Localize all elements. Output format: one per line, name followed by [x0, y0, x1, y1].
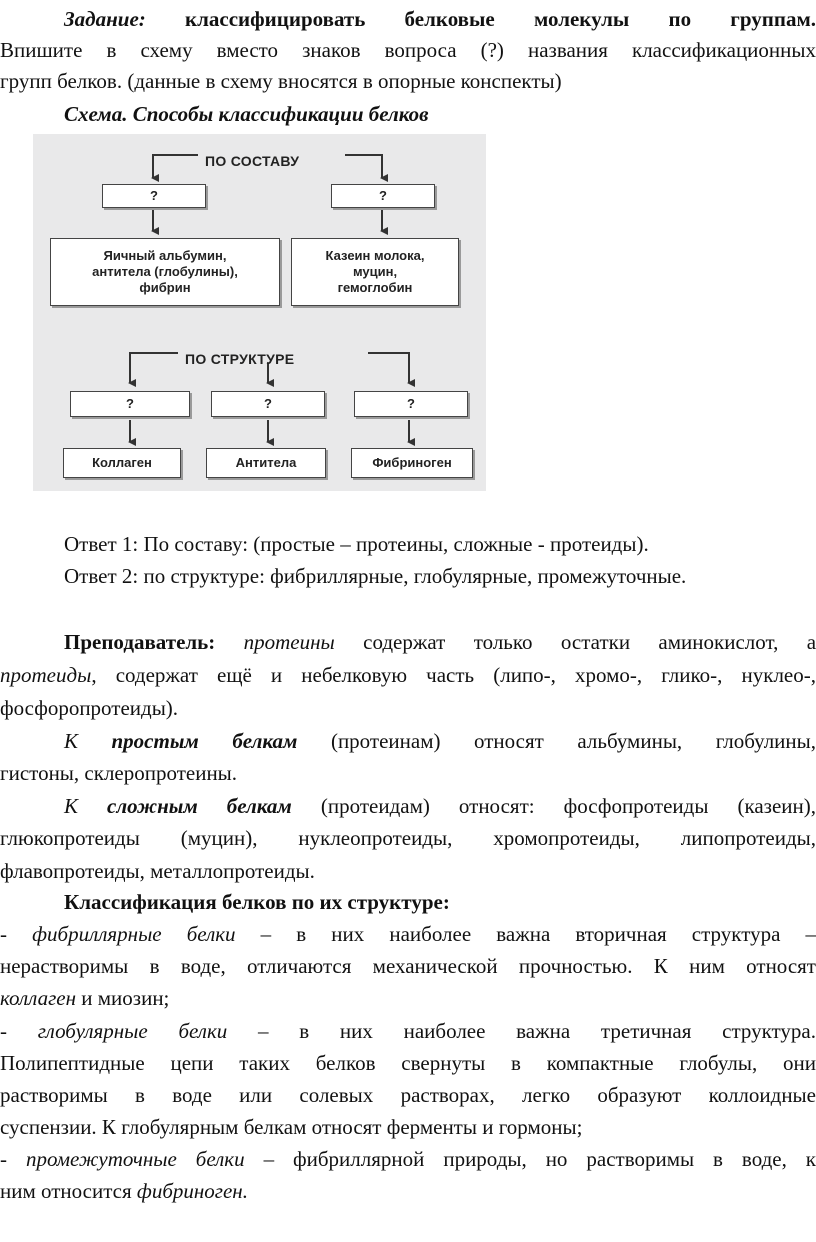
intermediate-line-2	[0, 1176, 816, 1207]
structure-question-box-3[interactable]: ?	[354, 391, 468, 417]
globular-line-4: суспензии. К глобулярным белкам относят ферменты и гормоны;	[0, 1115, 583, 1139]
globular-term: глобулярные белки	[37, 1019, 228, 1043]
intermediate-text: – фибриллярной природы, но растворимы в воде, к	[263, 1147, 816, 1171]
fibrillar-line-3	[0, 983, 816, 1014]
complex-line-3: флавопротеиды, металлопротеиды.	[0, 859, 315, 883]
teacher-line-3: фосфоропротеиды).	[0, 696, 179, 720]
simple-k: К	[64, 729, 78, 753]
task-line-2: Впишите в схему вместо знаков вопроса (?) названия классификационных	[0, 38, 816, 62]
example-line: Казеин молока,	[325, 248, 425, 263]
fibrillar-line-2: нерастворимы в воде, отличаются механической прочностью. К ним относят	[0, 954, 816, 978]
globular-line-1	[0, 1016, 816, 1047]
dash: -	[0, 1019, 7, 1043]
complex-text: (протеидам) относят: фосфопротеиды (казеин),	[320, 794, 816, 818]
simple-line-1	[0, 726, 816, 757]
teacher-label: Преподаватель:	[64, 630, 216, 654]
fibrillar-text: – в них наиболее важна вторичная структура –	[260, 922, 816, 946]
complex-line-1	[0, 791, 816, 822]
globular-line-3: растворимы в воде или солевых растворах, легко образуют коллоидные	[0, 1083, 816, 1107]
term-collagen: коллаген	[0, 986, 77, 1010]
dash: -	[0, 922, 7, 946]
task-line-1	[0, 4, 816, 35]
task-label: Задание:	[64, 7, 146, 31]
composition-question-box-2[interactable]: ?	[331, 184, 435, 208]
fibrillar-term: фибриллярные белки	[32, 922, 236, 946]
structure-question-box-2[interactable]: ?	[211, 391, 325, 417]
complex-proteins-examples	[291, 238, 459, 306]
answer-2: Ответ 2: по структуре: фибриллярные, глобулярные, промежуточные.	[64, 564, 687, 588]
simple-proteins-term: простым белкам	[111, 729, 298, 753]
teacher-text: , содержат ещё и небелковую часть (липо-, хромо-, глико-, нуклео-,	[91, 663, 816, 687]
teacher-text: содержат только остатки аминокислот, а	[363, 630, 816, 654]
composition-question-box-1[interactable]: ?	[102, 184, 206, 208]
example-line: муцин,	[352, 264, 398, 279]
complex-proteins-term: сложным белкам	[107, 794, 292, 818]
teacher-line-2	[0, 660, 816, 691]
structure-question-box-1[interactable]: ?	[70, 391, 190, 417]
example-line: Яичный альбумин,	[103, 248, 227, 263]
globular-text: – в них наиболее важна третичная структура.	[258, 1019, 816, 1043]
example-line: антитела (глобулины),	[92, 264, 238, 279]
complex-k: К	[64, 794, 78, 818]
simple-line-2: гистоны, склеропротеины.	[0, 761, 238, 785]
composition-title: ПО СОСТАВУ	[205, 153, 300, 169]
fibrillar-line-1	[0, 919, 816, 950]
example-collagen: Коллаген	[63, 448, 181, 478]
intermediate-term: промежуточные белки	[25, 1147, 245, 1171]
intermediate-text: ним относится	[0, 1179, 132, 1203]
example-line: гемоглобин	[337, 280, 413, 295]
teacher-line-1	[0, 627, 816, 658]
fibrillar-text: и миозин;	[81, 986, 170, 1010]
intermediate-line-1	[0, 1144, 816, 1175]
structure-heading: Классификация белков по их структуре:	[64, 890, 450, 914]
task-line-3: групп белков. (данные в схему вносятся в опорные конспекты)	[0, 69, 562, 93]
structure-title: ПО СТРУКТУРЕ	[185, 351, 295, 367]
term-proteids: протеиды	[0, 663, 92, 687]
answer-1: Ответ 1: По составу: (простые – протеины, сложные - протеиды).	[64, 532, 649, 556]
classification-diagram	[33, 134, 486, 491]
complex-line-2: глюкопротеиды (муцин), нуклеопротеиды, хромопротеиды, липопротеиды,	[0, 826, 816, 850]
term-proteins: протеины	[243, 630, 335, 654]
scheme-title: Схема. Способы классификации белков	[64, 102, 429, 126]
example-line: фибрин	[139, 280, 191, 295]
task-text: классифицировать белковые молекулы по группам.	[185, 7, 816, 31]
simple-proteins-examples	[50, 238, 280, 306]
example-fibrinogen: Фибриноген	[351, 448, 473, 478]
example-antibodies: Антитела	[206, 448, 326, 478]
simple-text: (протеинам) относят альбумины, глобулины,	[330, 729, 816, 753]
term-fibrinogen: фибриноген.	[136, 1179, 248, 1203]
dash: -	[0, 1147, 7, 1171]
globular-line-2: Полипептидные цепи таких белков свернуты в компактные глобулы, они	[0, 1051, 816, 1075]
